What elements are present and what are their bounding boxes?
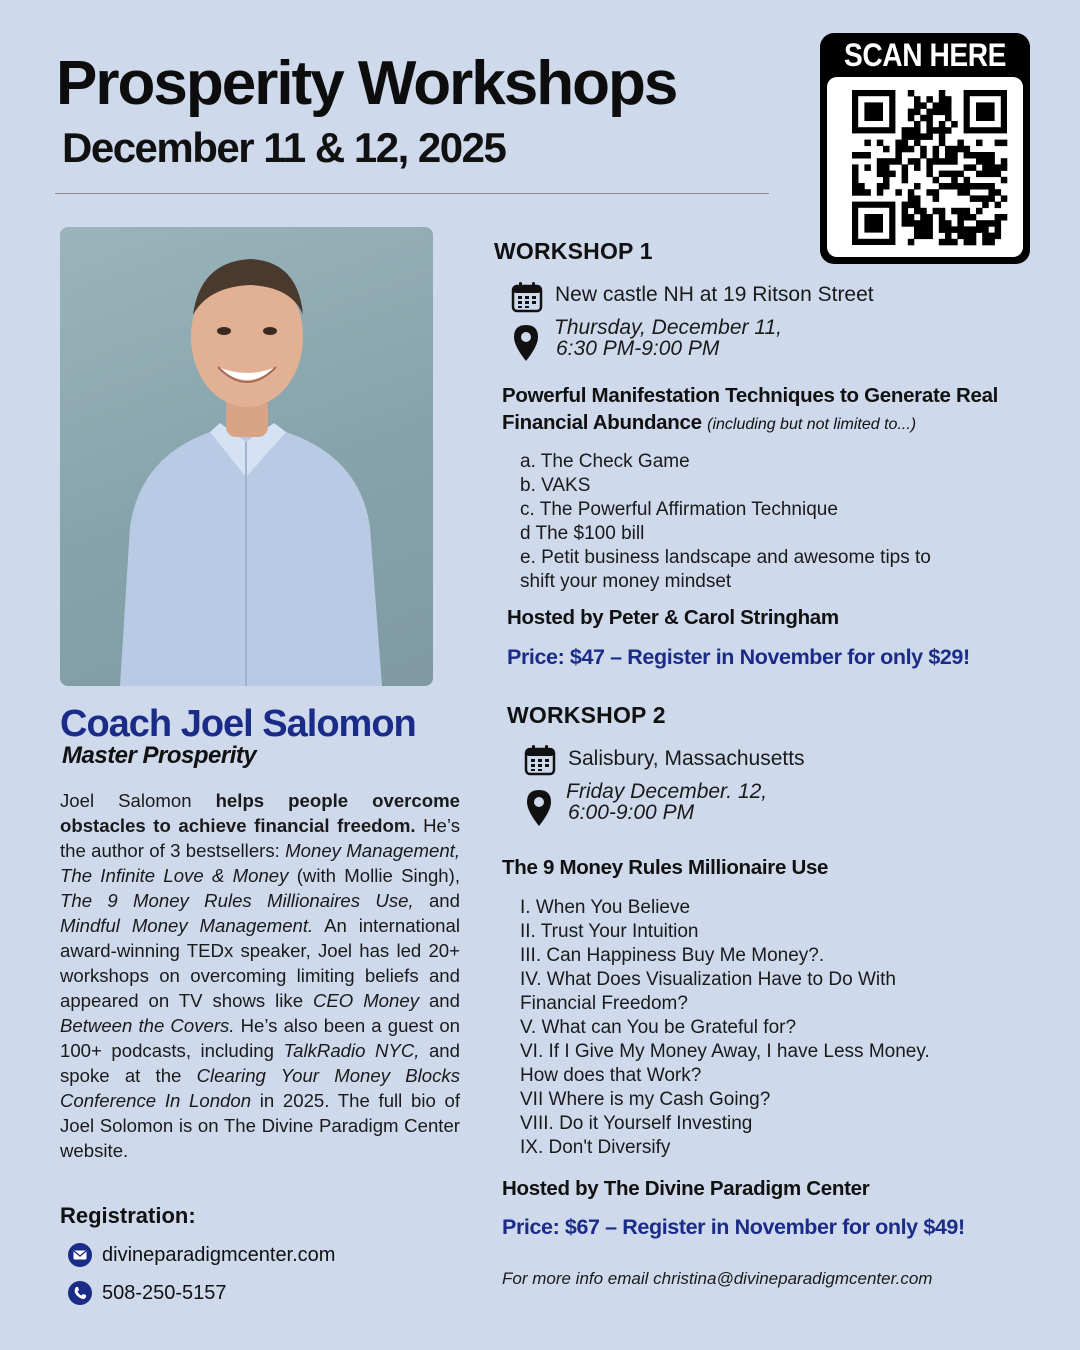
list-item: VIII. Do it Yourself Investing <box>520 1113 753 1134</box>
workshop1-time: 6:30 PM-9:00 PM <box>556 337 720 360</box>
website-text: divineparadigmcenter.com <box>102 1243 336 1266</box>
bio-text: in 2025. The full bio of Joel Solomon is on The Divine Paradigm Center website. <box>60 1090 460 1161</box>
list-item: How does that Work? <box>520 1065 702 1086</box>
list-item: V. What can You be Grateful for? <box>520 1017 797 1038</box>
calendar-icon <box>524 744 556 781</box>
phone-icon <box>68 1281 92 1305</box>
list-item: II. Trust Your Intuition <box>520 921 699 942</box>
workshop1-topic-text: Powerful Manifestation Techniques to Generate Real Financial Abundance <box>502 384 999 434</box>
workshop1-items <box>520 450 931 594</box>
mail-icon <box>68 1243 92 1267</box>
bio-italic: Between the Covers. <box>60 1015 235 1036</box>
workshop2-host: Hosted by The Divine Paradigm Center <box>502 1177 870 1200</box>
registration-phone-link[interactable] <box>68 1281 227 1305</box>
list-item: Financial Freedom? <box>520 993 688 1014</box>
list-item: shift your money mindset <box>520 571 732 592</box>
list-item: VII Where is my Cash Going? <box>520 1089 771 1110</box>
bio-bold: helps people overcome obstacles to achieve financial freedom. <box>60 790 460 836</box>
workshop1-host: Hosted by Peter & Carol Stringham <box>507 606 839 629</box>
coach-bio <box>60 788 460 1163</box>
qr-label: SCAN HERE <box>844 37 1006 73</box>
workshop1-price: Price: $47 – Register in November for only $29! <box>507 645 970 669</box>
coach-portrait-image <box>60 227 433 686</box>
list-item: I. When You Believe <box>520 897 691 918</box>
bio-text: He’s the author of 3 bestsellers: <box>60 815 460 861</box>
qr-code-icon[interactable] <box>827 77 1023 257</box>
header-divider <box>55 193 769 194</box>
workshop2-price: Price: $67 – Register in November for only $49! <box>502 1215 965 1239</box>
workshop1-topic <box>502 382 1062 438</box>
workshop2-date: Friday December. 12, <box>566 780 768 803</box>
list-item: b. VAKS <box>520 475 591 496</box>
registration-website-link[interactable] <box>68 1243 335 1267</box>
page-title: Prosperity Workshops <box>56 49 677 118</box>
workshop1-date: Thursday, December 11, <box>554 316 782 339</box>
list-item: VI. If I Give My Money Away, I have Less Money. <box>520 1041 930 1062</box>
coach-photo <box>60 227 433 686</box>
workshop1-location: New castle NH at 19 Ritson Street <box>555 283 874 306</box>
bio-text: (with Mollie Singh), <box>288 865 460 886</box>
list-item: d The $100 bill <box>520 523 645 544</box>
bio-text: and <box>419 990 460 1011</box>
workshop2-time: 6:00-9:00 PM <box>568 801 695 824</box>
workshop2-items <box>520 896 930 1160</box>
phone-text: 508-250-5157 <box>102 1281 227 1304</box>
workshop2-location: Salisbury, Massachusetts <box>568 747 805 770</box>
coach-name: Coach Joel Salomon <box>60 703 416 745</box>
list-item: III. Can Happiness Buy Me Money?. <box>520 945 825 966</box>
workshop1-topic-note: (including but not limited to...) <box>707 416 917 433</box>
workshop2-heading: WORKSHOP 2 <box>507 702 666 728</box>
bio-text: and spoke at the <box>60 1040 460 1086</box>
bio-italic: Money Management, The Infinite Love & Money <box>60 840 460 886</box>
bio-italic: Clearing Your Money Blocks Conference In London <box>60 1065 460 1111</box>
bio-text: An international award-winning TEDx speaker, Joel has led 20+ workshops on overcoming limiting beliefs and appeared on TV shows like <box>60 915 461 1011</box>
page-subtitle-dates: December 11 & 12, 2025 <box>62 124 506 171</box>
footer-contact-note: For more info email christina@divineparadigmcenter.com <box>502 1269 933 1288</box>
bio-italic: Mindful Money Management. <box>60 915 314 936</box>
bio-text: Joel Salomon <box>60 790 216 811</box>
bio-italic: CEO Money <box>312 990 420 1011</box>
list-item: IV. What Does Visualization Have to Do With <box>520 969 896 990</box>
registration-heading: Registration: <box>60 1203 196 1228</box>
workshop2-topic: The 9 Money Rules Millionaire Use <box>502 856 829 879</box>
coach-title: Master Prosperity <box>62 742 257 769</box>
bio-italic: TalkRadio NYC, <box>283 1040 420 1061</box>
list-item: a. The Check Game <box>520 451 690 472</box>
list-item: IX. Don't Diversify <box>520 1137 671 1158</box>
qr-card[interactable] <box>820 33 1030 264</box>
location-pin-icon <box>526 789 552 832</box>
bio-text: He’s also been a guest on 100+ podcasts, including <box>60 1015 460 1061</box>
workshop1-heading: WORKSHOP 1 <box>494 238 653 264</box>
bio-text: and <box>413 890 460 911</box>
qr-code-graphic <box>827 77 1023 257</box>
list-item: e. Petit business landscape and awesome tips to <box>520 547 931 568</box>
bio-italic: The 9 Money Rules Millionaires Use, <box>60 890 414 911</box>
list-item: c. The Powerful Affirmation Technique <box>520 499 838 520</box>
location-pin-icon <box>513 324 539 367</box>
calendar-icon <box>511 281 543 318</box>
